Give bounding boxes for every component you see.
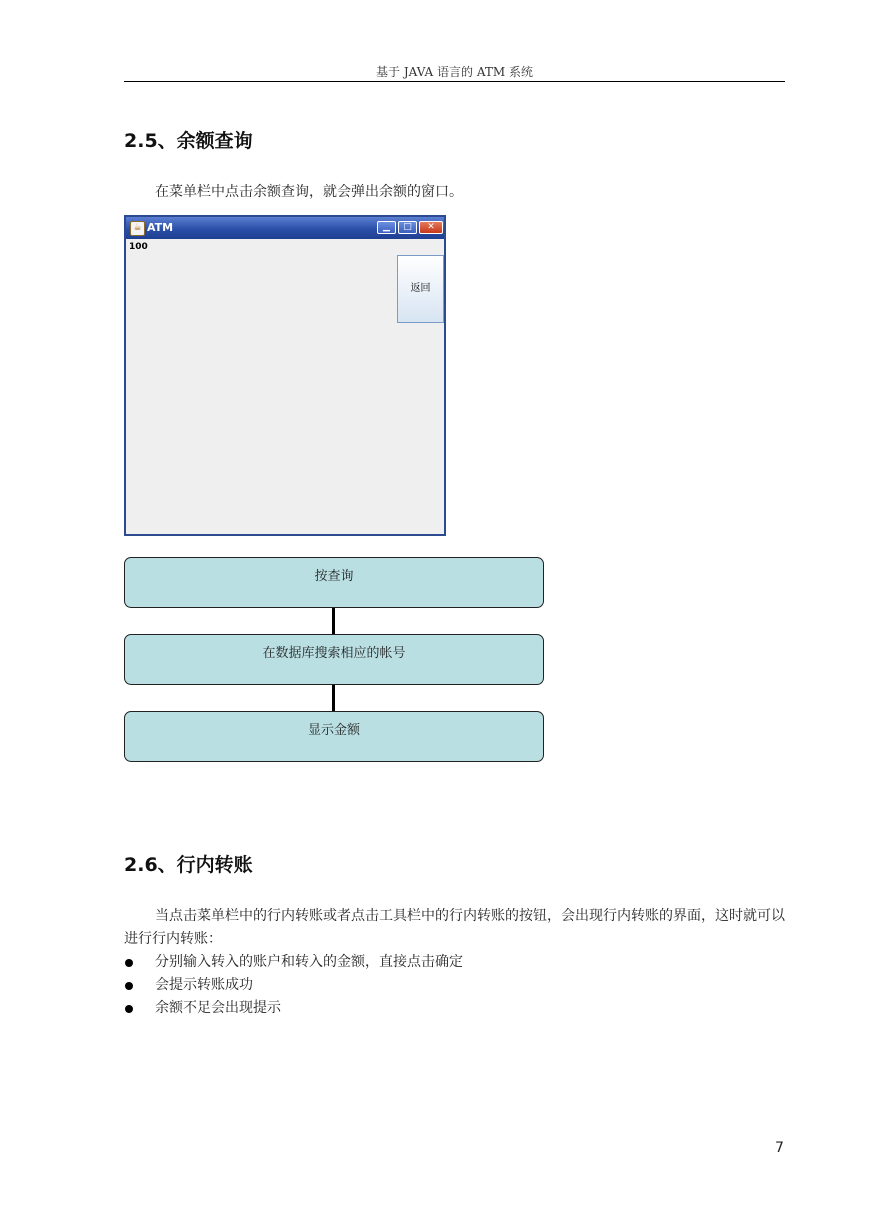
list-item-text: 会提示转账成功	[155, 977, 253, 993]
list-item	[124, 997, 785, 1020]
section-heading-balance-query: 2.5、余额查询	[124, 130, 253, 152]
paragraph-internal-transfer: 当点击菜单栏中的行内转账或者点击工具栏中的行内转账的按钮，会出现行内转账的界面，这时就可以进行行内转账：	[124, 908, 785, 947]
java-app-icon: ☕	[130, 221, 145, 236]
flow-connector	[332, 685, 335, 711]
bullet-icon	[125, 1005, 133, 1013]
list-item	[124, 974, 785, 997]
bullet-icon	[125, 959, 133, 967]
atm-titlebar	[126, 217, 444, 239]
flow-step-search-account: 在数据库搜索相应的帐号	[124, 634, 544, 685]
list-item-text: 余额不足会出现提示	[155, 1000, 281, 1016]
section-heading-internal-transfer: 2.6、行内转账	[124, 854, 253, 876]
flow-connector	[332, 608, 335, 634]
list-item-text: 分别输入转入的账户和转入的金额，直接点击确定	[155, 954, 463, 970]
bullet-list	[124, 951, 785, 1020]
flow-step-show-amount: 显示金额	[124, 711, 544, 762]
atm-balance-value: 100	[129, 242, 148, 252]
paragraph-balance-query: 在菜单栏中点击余额查询，就会弹出余额的窗口。	[155, 184, 463, 200]
atm-window-screenshot	[124, 215, 446, 536]
minimize-icon: ▁	[377, 221, 396, 234]
running-header: 基于 JAVA 语言的 ATM 系统	[376, 65, 533, 79]
header-rule	[124, 81, 785, 82]
bullet-icon	[125, 982, 133, 990]
close-icon: ✕	[419, 221, 443, 234]
flow-step-press-query: 按查询	[124, 557, 544, 608]
list-item	[124, 951, 785, 974]
atm-window-title: ATM	[147, 221, 174, 234]
atm-return-button: 返回	[397, 255, 444, 323]
page-number: 7	[775, 1140, 784, 1156]
maximize-icon: □	[398, 221, 417, 234]
